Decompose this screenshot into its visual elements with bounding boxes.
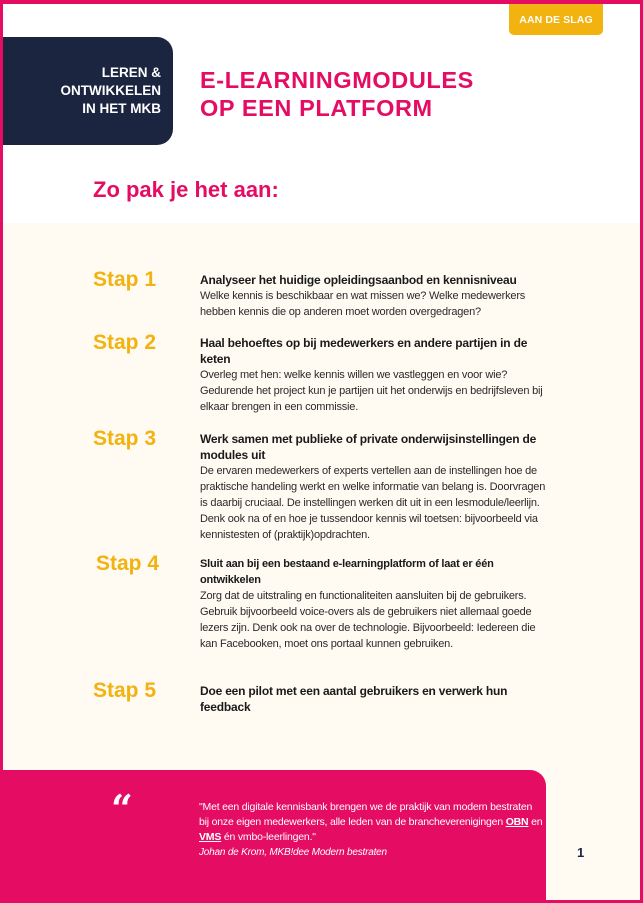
step-label: Stap 1 [93, 268, 157, 291]
step-text: Welke kennis is beschikbaar en wat missen we? Welke medewerkers hebben kennis die op anderen moet worden overgedragen? [200, 290, 526, 318]
step-text: Overleg met hen: welke kennis willen we vastleggen en voor wie? Gedurende het project kun je partijen uit het onderwijs en bedrijfsleven bij elkaar brengen in een commissie. [200, 369, 543, 413]
step-label: Stap 4 [96, 552, 160, 575]
step-heading: Haal behoeftes op bij medewerkers en andere partijen in de keten [200, 336, 528, 366]
section-badge: AAN DE SLAG [509, 4, 603, 35]
vms-link[interactable]: VMS [199, 831, 222, 843]
obn-link[interactable]: OBN [505, 816, 529, 828]
page-title-line: E-LEARNINGMODULES [200, 67, 474, 93]
step-label: Stap 3 [93, 427, 157, 450]
quote-body: en [528, 816, 543, 828]
page-number: 1 [577, 845, 585, 860]
quote-author: Johan de Krom, MKB!dee Modern bestraten [199, 847, 387, 858]
step-text: De ervaren medewerkers of experts vertellen aan de instellingen hoe de praktische handeling werkt en welke informatie van belang is. Doorvragen is daarbij cruciaal. De instellingen werken dit uit in een lesmodule/leerlijn. Denk ook na of en hoe je tussendoor kennis wil toetsen: bijvoorbeeld via kennistesten of (praktijk)opdrachten. [200, 465, 546, 541]
page-title [200, 66, 474, 122]
quote-text [199, 800, 544, 860]
topic-label-box [0, 37, 173, 145]
topic-line: ONTWIKKELEN [60, 83, 161, 98]
topic-line: LEREN & [101, 65, 161, 80]
step-label: Stap 5 [93, 679, 157, 702]
quote-body: én vmbo-leerlingen." [221, 831, 316, 843]
section-heading: Zo pak je het aan: [93, 177, 279, 202]
quote-body: "Met een digitale kennisbank brengen we de praktijk van modern bestraten bij onze eigen medewerkers, alle leden van de brancheverenigingen [199, 801, 533, 828]
step-heading: Analyseer het huidige opleidingsaanbod en kennisniveau [200, 273, 517, 287]
step-heading: Sluit aan bij een bestaand e-learningplatform of laat er één ontwikkelen [200, 558, 494, 586]
step-label: Stap 2 [93, 331, 157, 354]
topic-line: IN HET MKB [82, 101, 161, 116]
step-heading: Werk samen met publieke of private onderwijsinstellingen de modules uit [200, 432, 537, 462]
step-text: Zorg dat de uitstraling en functionaliteiten aansluiten bij de gebruikers. Gebruik bijvoorbeeld voice-overs als de gebruikers niet allemaal goede lezers zijn. Denk ook na over de technologie. Bijvoorbeeld: Iedereen die kan Facebooken, moet ons portaal kunnen gebruiken. [200, 590, 536, 650]
step-heading: Doe een pilot met een aantal gebruikers en verwerk hun feedback [200, 684, 508, 714]
page-title-line: OP EEN PLATFORM [200, 95, 433, 121]
quote-mark-icon: “ [111, 786, 133, 831]
